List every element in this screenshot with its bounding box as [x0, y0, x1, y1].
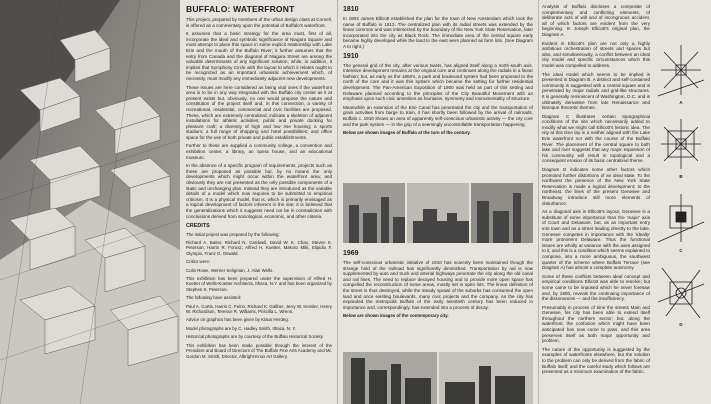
analysis-paragraph: Analysis of Buffalo discloses a composite of complementary and conflicting elements, of deliberate acts of will and of incongruous accident, all of which factors are evident from the very beginning. In Joseph Ellicott's original plan, the Diagram A. [542, 4, 650, 37]
diagram-b-label: B [679, 174, 683, 179]
analysis-paragraph: The nature of the opportunity is suggested by the examples of waterfronts elsewhere, but the solution to the problem can only be derived from the fabric of Buffalo itself; and the careful study which follows are presented as a minimum examination of the fabric. [542, 346, 650, 375]
contemporary-photos [343, 352, 533, 404]
year-1910-heading: 1910 [343, 52, 359, 60]
caption-1969: Below are shown images of the contemporary city. [343, 313, 449, 319]
year-1969-heading: 1969 [343, 250, 359, 257]
analysis-paragraph: Presumably in process of time the streets Main and Genesee, his city has been able to extend itself throughout the northern sector; but, along the waterfront, the confusion which might have been anticipated has now come to pass, and this area preserves itself as both major opportunity and problem. [542, 304, 650, 344]
credits-line: Richard A. Baiter, Richard N. Cardwell, David W. K. Chan, Steven K. Peterson, Harris R. Forusz, Alfred H. Koetter, Makoto Miki, Elipidio F. Olympio, Franz G. Oswald. [186, 240, 332, 256]
diagram-d-label: D [679, 322, 683, 327]
analysis-paragraph: Diagram D indicates some other factors which promoted further distortions of an ideal state. To the northwest the presence of the New York State Reservation is made a logical development; to the northeast, the lines of the present Genesee and Broadway introduce still more elements of disturbance. [542, 167, 650, 206]
credits-line: Paul A. Curtis, Harris C. Feinn, Richard K. Gallber, Jerry W. Kessler, Henry W. Richardson, Terence R. Williams, Priscilla L. Wrenn. [186, 303, 332, 315]
intro-column [186, 4, 332, 400]
historical-photos [343, 183, 533, 243]
diagram-c [656, 188, 706, 254]
credits-line: Model photographs are by C. Hadley Smith, Ithaca, N. Y. [186, 325, 296, 331]
credits-line: This exhibition has been made possible through the interest of the President and Board of Directors of The Buffalo Fine Arts Academy and Mr. Gordon M. Smith, Director, Albright-Knox Art Gallery. [186, 342, 332, 359]
historical-photo-row [343, 183, 533, 243]
fold-line [337, 0, 338, 404]
analysis-paragraph: The ideal model which seems to be implied is presented in Diagram B. A distinct and self-contained community is suggested with a central square and is penetrated by major radials and grid-like structures. It is generally reminiscent of Washington, D.C. and is ultimately derivative from late Renaissance and Baroque theoretic themes. [542, 71, 650, 111]
history-1810-paragraph: In 1804 James Ellicott established the plan for the town of New Amsterdam which took the name of Buffalo in 1813. The centralized plan with its radial streets was extended by the linear common and was intersected by the boundary of the New York State Reservation, later incorporated into the city as Black Rock. The immediate area of the central square early became highly developed while the land to the east were planned as farm lots. (See Diagram A to right.) [343, 16, 533, 49]
credits-list [186, 232, 332, 359]
fold-line [538, 0, 539, 404]
analysis-column [542, 4, 650, 400]
diagram-a-label: A [679, 100, 683, 105]
diagrams-column [654, 40, 708, 340]
intro-paragraph-5: In the absence of a specific program of requirements, projects such as these are proposed as possible but, by no means the only developments which might occur within the waterfront area; and obviously they are not presented as the only possible components of a static and unchanging plan. Instead they are introduced as the variable details of a model which now requires to be submitted to empirical criticism. It is a physical model, that is, which is primarily envisaged as a logical development of factors inherent in the site; it is believed that the generalizations which it suggests need not be in contradiction with conclusions derived from sociological, economic, and other criteria. [186, 163, 332, 219]
intro-paragraph-1: This project, prepared by members of the urban design class at Cornell, is offered as a commentary upon the potential of Buffalo's waterfront. [186, 17, 332, 28]
diagram-c-label: C [679, 248, 683, 253]
analysis-paragraph: As a diagonal axis in Ellicott's layout, Genesee is a substitute of some importance than the 'major' axis of Court and Delaware, but, as an important entry into town and as a street leading directly to the lake, Genesee competes in importance with the 'ideally' more prominent Delaware. Thus the functional issues are wholly at variance with the axes assigned to it, and this is a condition which seems explained to compose, into a more ambiguous, the southwest quarter of the scheme where Buffalo Terrace (see Diagram A) has almost a complete autonomy. [542, 209, 650, 271]
credits-line: This exhibition has been prepared under the supervision of Alfred H. Koetter of Wells-Koetter Architects, Ithaca, N.Y. and has been organized by Stephen K. Peterson. [186, 276, 332, 292]
history-1910-paragraph-2: Meanwhile an extension of the Erie Canal has penetrated the city and the transportation of grain activities from barge to train, it has shortly been followed by the arrival of railroads. Buffalo c. 1910 shows an area of apparently self-conscious urbanistic activity — the city core and the park system — in the grip of a seemingly uncontrollable transportation happening. [343, 104, 533, 127]
credits-line: The following have assisted: [186, 295, 242, 301]
year-1810-heading: 1810 [343, 6, 359, 13]
diagram-c-plan [656, 188, 706, 248]
diagram-a-plan [656, 40, 706, 100]
diagram-d [656, 262, 706, 328]
diagram-d-plan [656, 262, 706, 322]
credits-line: Advice on graphics has been given by Klaus Herdeg. [186, 317, 289, 323]
credits-heading: CREDITS [186, 223, 210, 230]
contemporary-photo-row [343, 352, 533, 404]
analysis-paragraph: Diagram C illustrates certain topographical conditions of the site which necessarily added to modify what we might call Ellicott's historic idea. The city at this time lay in a neither aligned with the Lake Erie waterfront nor with the course of the Buffalo River. The placement of the central square to both lake and river suggests that any major expansion of his community will result in topological and a consequent erosion of its basic centralized theme. [542, 113, 650, 164]
caption-1910: Below are shown images of Buffalo at the turn of the century. [343, 130, 471, 136]
page-title: BUFFALO: WATERFRONT [186, 4, 295, 14]
analysis-paragraph: Some of these conflicts between ideal concept and empirical conditions Ellicott was able to resolve; but some came to be imposed which he never foresaw and, by 1900, reveals the continuing importance of the dissonances — and the insufficiency. [542, 273, 650, 302]
architectural-model-image [0, 0, 180, 404]
diagram-a [656, 40, 706, 106]
diagram-b-plan [656, 114, 706, 174]
credits-line: The initial project was prepared by the following: [186, 231, 280, 237]
credits-line: Colin Rowe, Werner Seligman, J. Alan Wells. [186, 267, 274, 273]
diagram-b [656, 114, 706, 180]
credits-line: Historical photographs are by courtesy of the Buffalo Historical Society. [186, 334, 324, 340]
analysis-paragraph: Evident in Ellicott's plan are not only a highly ambitious orchestration of streets and spaces but also, and simultaneously, a conflict between an ideal city model and specific circumstances which this model was compelled to address. [542, 40, 650, 68]
intro-paragraph-4: Further to these are supplied a community college, a convention and exhibition center, a library, an opera house, and an educational museum. [186, 143, 332, 160]
credits-line: Critics were: [186, 259, 211, 265]
history-1969-paragraph: The self-conscious urbanistic initiative of 1910 has scarcely been maintained though the strange hold of the railroad has significantly diminished. Transportation by rail is now supplemented by auto and truck and arterial highways penetrate the city along the old canal and rail lines. The need to replace decayed housing and to provide more open space has compelled the reconstruction of some areas, mostly set in open lots. The linear definition of the street is thus destroyed, while the steady sprawl of the suburbs has consumed the open land and once existing boulevards, many civic projects and the company. As the city has expanded the metropolis Buffalo of the early twentieth century has been reduced in importance and, correspondingly, has extended into a process of decay. [343, 260, 533, 310]
intro-paragraph-3: These issues are here considered as being vital ones if the waterfront area is to be in any way integrated with the Buffalo city center as it at present exists but, obviously, no one would propose the nature and constitution of the project itself and, in this connection, a variety of recreational, residential, commercial and civic facilities are proposed. These, which are extremely centralized, indicate a skeleton of adjacent installations for athletic activities; public and private docking for pleasure craft; a diversity of high and low rise housing; a sports stadium; a full range of shopping and hotel possibilities; and office space for the use of both private and public establishments. [186, 84, 332, 140]
history-1910-paragraph-1: The general grid of the city, after various twists, has aligned itself along a north-south axis. Intensive development remains at the original core and continues along the radials in a linear fashion; but, as early as the 1850's, a park and boulevard system had been proposed to the north of the core and it was this system which became the setting for further residential development. The Pan-American Exposition of 1900 was held as part of this setting and Delaware planned according to the principles of the City Beautiful Movement with an emphasis upon such civic amenities as fountains, symmetry and monumentality of structure. [343, 62, 533, 102]
intro-paragraph-2: It assumes that a basic strategy for the area must, first of all, incorporate the ideal and symbolic significance of Niagara Square and must attempt to place this space in some explicit relationship with Lake Erie and the mouth of the Buffalo River; it further assumes that the entry from Canada and the diagonal of Niagara Street are among the valuable determinants of any significant solution; while, in addition, it implies that Symphony Circle with the layout to which it relates ought to be recognized as an important urbanistic achievement which, of necessity, must modify any immediately adjacent new developments. [186, 31, 332, 81]
model-photo [0, 0, 180, 404]
